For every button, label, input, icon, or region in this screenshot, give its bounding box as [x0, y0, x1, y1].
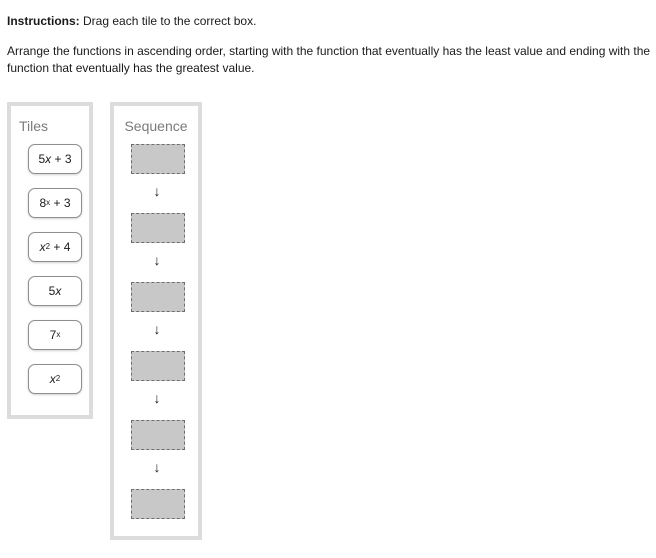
tile-sup: 2	[45, 241, 51, 251]
tile-prefix: 7	[49, 328, 57, 342]
drop-slot[interactable]	[131, 351, 185, 381]
tile-var: x	[45, 152, 52, 166]
tile-sup: x	[46, 197, 51, 207]
drop-slot[interactable]	[131, 213, 185, 243]
arrow-down-icon: ↓	[153, 459, 161, 475]
arrow-down-icon: ↓	[153, 321, 161, 337]
tiles-panel	[7, 102, 93, 419]
instructions-text: Drag each tile to the correct box.	[79, 14, 257, 28]
tile-prefix: 5	[48, 284, 56, 298]
tile[interactable]	[28, 276, 82, 306]
instructions-label: Instructions:	[7, 14, 80, 28]
tiles-panel-title: Tiles	[19, 118, 49, 134]
sequence-panel	[110, 102, 202, 540]
drop-slot[interactable]	[131, 420, 185, 450]
tile[interactable]	[28, 320, 82, 350]
tile[interactable]	[28, 232, 82, 262]
tile-var: x	[55, 284, 62, 298]
tile-prefix: 5	[38, 152, 46, 166]
tile-suffix: + 4	[50, 240, 71, 254]
tile[interactable]	[28, 364, 82, 394]
tile-suffix: + 3	[50, 196, 71, 210]
tile-sup: 2	[55, 373, 61, 383]
sequence-panel-title: Sequence	[124, 118, 188, 134]
prompt-text: Arrange the functions in ascending order, starting with the function that eventually has the least value and ending with the function that eventually has the greatest value.	[7, 44, 651, 75]
instructions	[7, 13, 256, 29]
tile-var: x	[49, 372, 56, 386]
drop-slot[interactable]	[131, 282, 185, 312]
drop-slot[interactable]	[131, 489, 185, 519]
tile[interactable]	[28, 144, 82, 174]
arrow-down-icon: ↓	[153, 252, 161, 268]
arrow-down-icon: ↓	[153, 390, 161, 406]
tile-var: x	[39, 240, 46, 254]
tile-sup: x	[56, 329, 61, 339]
tile-prefix: 8	[39, 196, 47, 210]
arrow-down-icon: ↓	[153, 183, 161, 199]
drop-slot[interactable]	[131, 144, 185, 174]
tile-suffix: + 3	[51, 152, 72, 166]
tile[interactable]	[28, 188, 82, 218]
